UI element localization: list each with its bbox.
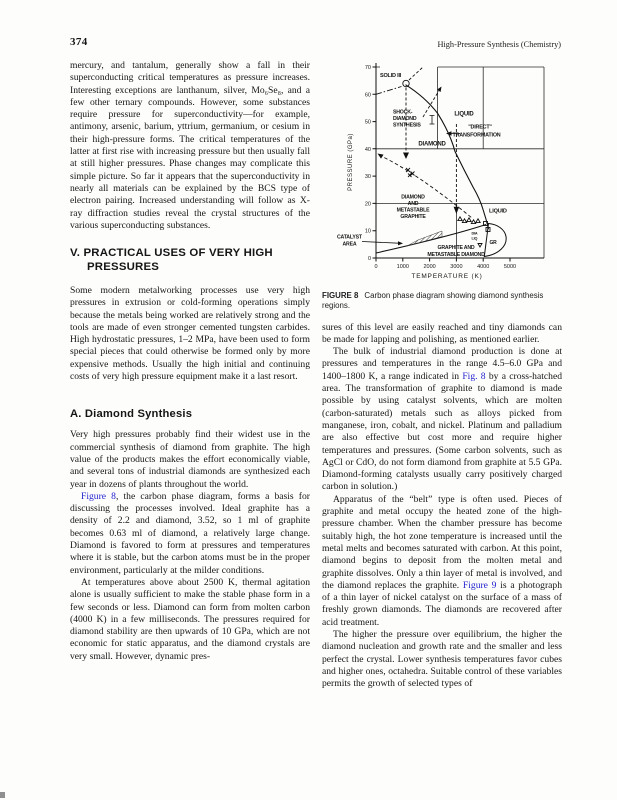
svg-text:30: 30 <box>364 174 371 181</box>
paragraph: At temperatures above about 2500 K, thermal agitation alone is usually sufficient to make the stable phase form in a few seconds or less. Diamond can form from molten carbon (4000 K) in a few milliseconds. The pressures required for diamond stability are then upwards of 10 GPa, which are not economic for static apparatus, and the diamond crystals are very small. However, dynamic pres- <box>70 576 310 662</box>
label-liquid-upper: LIQUID <box>454 111 474 118</box>
label-gr: GR <box>489 240 497 246</box>
paragraph: sures of this level are easily reached and tiny diamonds can be made for lapping and polishing, as mentioned earlier. <box>322 321 562 345</box>
y-axis-title: PRESSURE (GPa) <box>348 133 354 191</box>
fig-8-link[interactable]: Fig. 8 <box>462 370 486 382</box>
svg-text:40: 40 <box>364 146 371 153</box>
section-heading-v: V. PRACTICAL USES OF VERY HIGH PRESSURES <box>70 247 273 273</box>
paragraph-text: , the carbon phase diagram, forms a basis for discussing the processes involved. Ideal graphite has a density of 2.2 and diamond, 3.52, so 1 ml of graphite becomes 0.63 ml of diamond, a relatively large change. Diamond is favored to form at pressures and temperatures where it is stable, but the carbon atoms must be in the proper environment, particularly at the milder conditions. <box>70 490 310 576</box>
paragraph <box>322 494 562 629</box>
paragraph-text: The bulk of industrial diamond production is done at pressures and temperatures in the range 4.5–6.0 GPa and 1400–1800 K, a range indicated in <box>322 346 562 382</box>
carbon-phase-diagram <box>322 60 562 283</box>
label-dmg-4: GRAPHITE <box>400 214 426 220</box>
axes <box>373 63 545 262</box>
label-catalyst-2: AREA <box>342 241 357 248</box>
paragraph <box>322 346 562 494</box>
svg-text:50: 50 <box>364 119 371 126</box>
error-bar-marker <box>430 116 435 125</box>
down-triangle-marker <box>478 244 482 248</box>
left-column <box>70 60 310 663</box>
svg-text:20: 20 <box>364 201 371 208</box>
svg-text:70: 70 <box>364 65 371 71</box>
phase-boundaries <box>376 67 506 257</box>
triangle-marker <box>467 218 471 222</box>
svg-text:2000: 2000 <box>423 264 436 270</box>
svg-text:1000: 1000 <box>396 264 409 270</box>
right-column <box>322 60 562 691</box>
paragraph-text: is a photograph of a thin layer of nickel catalyst on the surface of a mass of freshly grown diamonds. The diamonds are recovered after acid treatment. <box>322 579 562 628</box>
label-diamond-region: DIAMOND <box>418 141 446 148</box>
figure-9-link[interactable]: Figure 9 <box>462 579 497 591</box>
x-axis-title: TEMPERATURE (K) <box>411 273 483 280</box>
label-dmg-2: AND <box>407 201 419 207</box>
paragraph-text: by a cross-hatched area. The transformation of graphite to diamond is made possible by using catalyst solvents, which are molten (carbon-saturated) metals such as alloys picked from manganese, iron, cobalt, and nickel. Platinum and palladium are also effective but cost more and require higher temperatures and pressures. (Some carbon solvents, such as AgCl or CdO, do not form diamond from graphite at 5.5 GPa. Diamond-forming catalysts usually carry positively charged carbon in solution.) <box>322 370 563 493</box>
paragraph-text: Apparatus of the “belt” type is often used. Pieces of graphite and metal occupy the heated zone of the high-pressure chamber. When the chamber pressure has become suitably high, the hot zone temperature is increased until the metal melts and becomes saturated with carbon. At this point, diamond begins to deposit from the molten metal and graphite dissolves. Only a thin layer of metal is involved, and the diamond replaces the graphite. <box>322 493 562 591</box>
triangle-marker <box>458 217 462 221</box>
svg-text:60: 60 <box>364 92 371 99</box>
figure-caption <box>322 291 562 311</box>
svg-text:0: 0 <box>367 256 371 262</box>
paragraph: mercury, and tantalum, generally show a fall in their superconducting critical temperatures as pressure increases. Interesting exceptions are lanthanum, silver, Mo₆Se₈, and a few other ternary compounds. However, some substances require pressure for superconductivity—for example, antimony, arsenic, barium, yttrium, germanium, or cesium in their high-pressure forms. The critical temperatures of the latter at first rise with increasing pressure but then usually fall at still higher pressures. Phase changes may complicate this simple picture. So far it appears that the superconductivity in nearly all materials can be explained by the BCS type of electron pairing. Increased understanding will follow as X-ray diffraction studies reveal the crystal structures of the various superconducting substances. <box>70 60 310 231</box>
paragraph: Very high pressures probably find their widest use in the commercial synthesis of diamond from graphite. The high value of the products makes the effort economically viable, and several tons of industrial diamonds are synthesized each year in dozens of plants throughout the world. <box>70 429 310 490</box>
svg-text:3000: 3000 <box>450 264 463 270</box>
triangle-marker <box>476 219 480 223</box>
solid-iii-upper-dash <box>409 67 423 80</box>
y-axis-tick-labels <box>365 65 371 262</box>
triple-point-circle <box>403 80 409 86</box>
svg-text:4000: 4000 <box>477 264 490 270</box>
paragraph: Some modern metalworking processes use very high pressures in extrusion or cold-forming operations simply because the metals being worked are relatively strong and the tools are made of even stronger cemented tungsten carbides. High hydrostatic pressures, 1–2 MPa, have been used to form special pieces that could otherwise be formed only by more expensive methods. Usually the high initial and continuing costs of very high pressure equipment make it a last resort. <box>70 284 310 383</box>
label-tiny-liq: LIQ <box>471 236 478 241</box>
figure-8-link[interactable]: Figure 8 <box>81 490 116 502</box>
label-shock-3: SYNTHESIS <box>393 122 421 129</box>
label-catalyst-1: CATALYST <box>337 234 362 241</box>
catalyst-arrow-line <box>362 242 399 244</box>
label-solid-iii: SOLID III <box>380 73 402 79</box>
section-heading-a: A. Diamond Synthesis <box>70 408 193 421</box>
svg-text:5000: 5000 <box>503 264 517 270</box>
label-direct-2: TRANSFORMATION <box>452 132 501 139</box>
paragraph <box>70 491 310 577</box>
figure-caption-label: FIGURE 8 <box>322 291 359 300</box>
label-direct-1: "DIRECT" <box>468 124 492 131</box>
arrowheads <box>378 87 460 246</box>
label-dmg-1: DIAMOND <box>401 194 425 201</box>
label-shock-1: SHOCK- <box>393 109 413 116</box>
svg-text:0: 0 <box>374 264 378 270</box>
scan-artifact <box>0 792 5 798</box>
running-head: High-Pressure Synthesis (Chemistry) <box>437 40 561 49</box>
label-shock-2: DIAMOND <box>393 116 417 122</box>
label-gmd-1: GRAPHITE AND <box>437 245 475 251</box>
paragraph: The higher the pressure over equilibrium, the higher the diamond nucleation and growth rate and the smaller and less perfect the crystal. Lower synthesis temperatures favor cubes and higher ones, octahedra. Suitable control of these variables permits the growth of selected types of <box>322 629 562 690</box>
x-axis-tick-labels <box>374 264 516 270</box>
label-tiny-dia: DIA <box>471 231 478 236</box>
label-dmg-3: METASTABLE <box>396 207 430 214</box>
label-liquid-lower: LIQUID <box>489 208 507 215</box>
label-gmd-2: METASTABLE DIAMOND <box>427 251 485 258</box>
figure-caption-text: Carbon phase diagram showing diamond synthesis regions. <box>322 291 544 310</box>
svg-text:10: 10 <box>364 228 371 235</box>
solid-iii-boundary <box>376 87 402 95</box>
page-number: 374 <box>70 36 88 48</box>
